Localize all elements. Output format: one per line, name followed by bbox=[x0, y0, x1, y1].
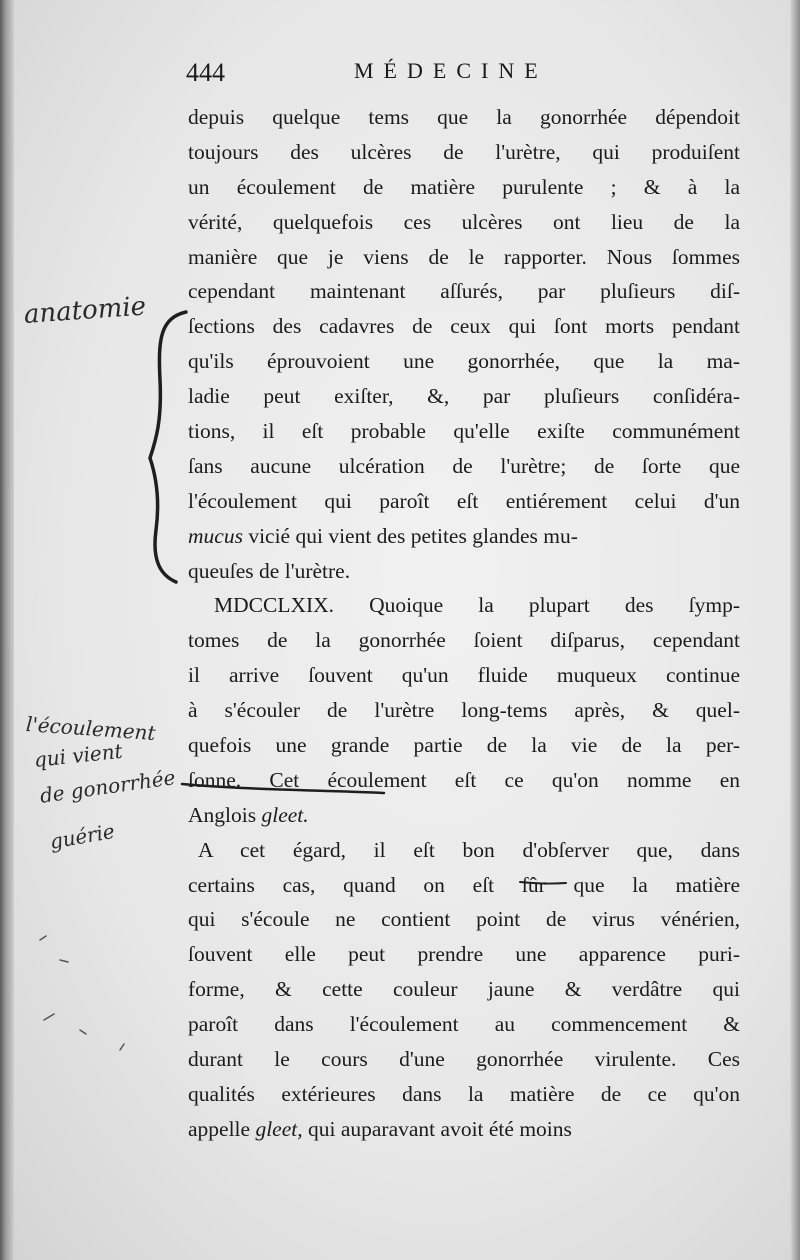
text-line: qui s'écoule ne contient point de virus vénérien, bbox=[188, 907, 740, 932]
text-line: ſans aucune ulcération de l'urètre; de ſorte que bbox=[188, 453, 740, 478]
text-line: ſections des cadavres de ceux qui ſont morts pendant bbox=[188, 314, 740, 339]
underline-stroke bbox=[520, 882, 566, 884]
margin-note: qui vient bbox=[32, 738, 124, 772]
margin-note: anatomie bbox=[22, 291, 147, 330]
text-line: à s'écouler de l'urètre long-tems après, & quel- bbox=[188, 698, 740, 723]
text-line: tomes de la gonorrhée ſoient diſparus, cependant bbox=[188, 628, 740, 653]
text-line: forme, & cette couleur jaune & verdâtre qui bbox=[188, 977, 740, 1002]
italic-word-gleet: gleet, bbox=[255, 1116, 303, 1141]
text-fragment: qui auparavant avoit été moins bbox=[308, 1116, 572, 1141]
margin-bracket bbox=[150, 312, 186, 582]
underline-stroke bbox=[182, 784, 384, 793]
text-line: paroît dans l'écoulement au commencement & bbox=[188, 1012, 740, 1037]
page-number: 444 bbox=[186, 58, 225, 87]
text-line: quefois une grande partie de la vie de la per- bbox=[188, 733, 740, 758]
margin-note: l'écoulement bbox=[25, 712, 157, 746]
text-line: tions, il eſt probable qu'elle exiſte communément bbox=[188, 419, 740, 444]
paragraph-start: A cet égard, il eſt bon d'obſerver que, dans bbox=[198, 837, 740, 862]
italic-word-gleet: gleet. bbox=[261, 802, 309, 827]
text-line: ſouvent elle peut prendre une apparence puri- bbox=[188, 942, 740, 967]
text-line: certains cas, quand on eſt ſûr que la matière bbox=[188, 872, 740, 897]
text-line: durant le cours d'une gonorrhée virulente. Ces bbox=[188, 1047, 740, 1072]
text-line: ladie peut exiſter, &, par pluſieurs conſidéra- bbox=[188, 384, 740, 409]
text-line: toujours des ulcères de l'urètre, qui produiſent bbox=[188, 139, 740, 164]
ink-speck bbox=[40, 936, 124, 1050]
text-line: vérité, quelquefois ces ulcères ont lieu de la bbox=[188, 209, 740, 234]
text-line: ſonne. Cet écoulement eſt ce qu'on nomme en bbox=[188, 767, 740, 792]
paragraph-start: MDCCLXIX. Quoique la plupart des ſymp- bbox=[214, 593, 740, 618]
italic-word-mucus: mucus bbox=[188, 523, 243, 548]
running-head: MÉDECINE bbox=[354, 58, 548, 83]
text-fragment: vicié qui vient des petites glandes mu- bbox=[248, 523, 578, 548]
text-line: il arrive ſouvent qu'un fluide muqueux continue bbox=[188, 663, 740, 688]
text-line: un écoulement de matière purulente ; & à la bbox=[188, 174, 740, 199]
text-line: queuſes de l'urètre. bbox=[188, 558, 351, 583]
text-line: depuis quelque tems que la gonorrhée dépendoit bbox=[188, 105, 740, 129]
margin-note: de gonorrhée bbox=[38, 765, 177, 808]
text-line: cependant maintenant aſſurés, par pluſieurs diſ- bbox=[188, 279, 740, 304]
text-line: l'écoulement qui paroît eſt entiérement celui d'un bbox=[188, 488, 740, 513]
text-line: manière que je viens de le rapporter. Nous ſommes bbox=[188, 244, 740, 269]
text-line: qu'ils éprouvoient une gonorrhée, que la ma- bbox=[188, 349, 740, 374]
text-fragment: appelle bbox=[188, 1116, 251, 1141]
text-fragment: Anglois bbox=[188, 802, 257, 827]
margin-note: guérie bbox=[47, 818, 117, 854]
text-line: qualités extérieures dans la matière de ce qu'on bbox=[188, 1081, 740, 1106]
